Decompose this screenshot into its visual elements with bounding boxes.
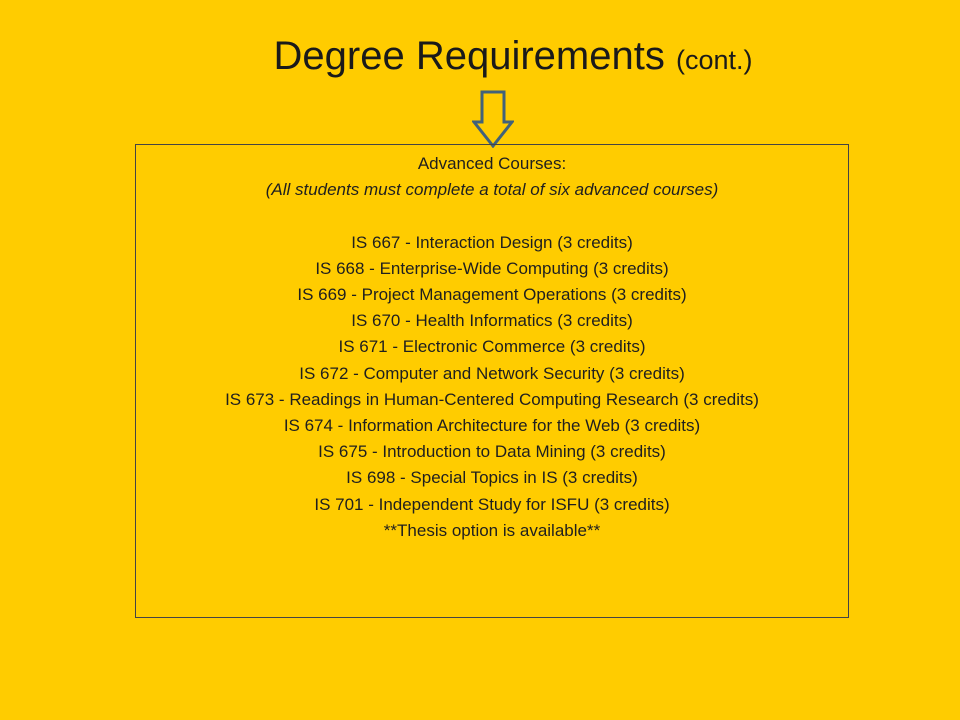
- box-footer: **Thesis option is available**: [383, 520, 601, 540]
- course-item: IS 675 - Introduction to Data Mining (3 credits): [318, 442, 666, 462]
- course-item: IS 668 - Enterprise-Wide Computing (3 credits): [315, 258, 669, 278]
- course-item: IS 669 - Project Management Operations (3 credits): [297, 285, 687, 304]
- slide-title-main: Degree Requirements: [273, 34, 665, 78]
- advanced-courses-box: [135, 144, 849, 618]
- course-item: IS 701 - Independent Study for ISFU (3 credits): [314, 494, 670, 514]
- course-item: IS 670 - Health Informatics (3 credits): [351, 311, 633, 331]
- course-item: IS 673 - Readings in Human-Centered Computing Research (3 credits): [225, 389, 759, 409]
- slide-title-sub: (cont.): [675, 45, 753, 75]
- box-note: (All students must complete a total of six advanced courses): [265, 180, 719, 200]
- down-arrow-icon: [472, 90, 514, 148]
- course-item: IS 698 - Special Topics in IS (3 credits): [346, 468, 638, 488]
- course-item: IS 672 - Computer and Network Security (3 credits): [299, 363, 685, 383]
- slide-title: [0, 30, 960, 86]
- box-heading: Advanced Courses:: [417, 154, 567, 173]
- course-item: IS 667 - Interaction Design (3 credits): [351, 232, 633, 252]
- course-item: IS 674 - Information Architecture for the Web (3 credits): [283, 416, 701, 436]
- course-item: IS 671 - Electronic Commerce (3 credits): [338, 337, 646, 357]
- spacer: [136, 203, 848, 229]
